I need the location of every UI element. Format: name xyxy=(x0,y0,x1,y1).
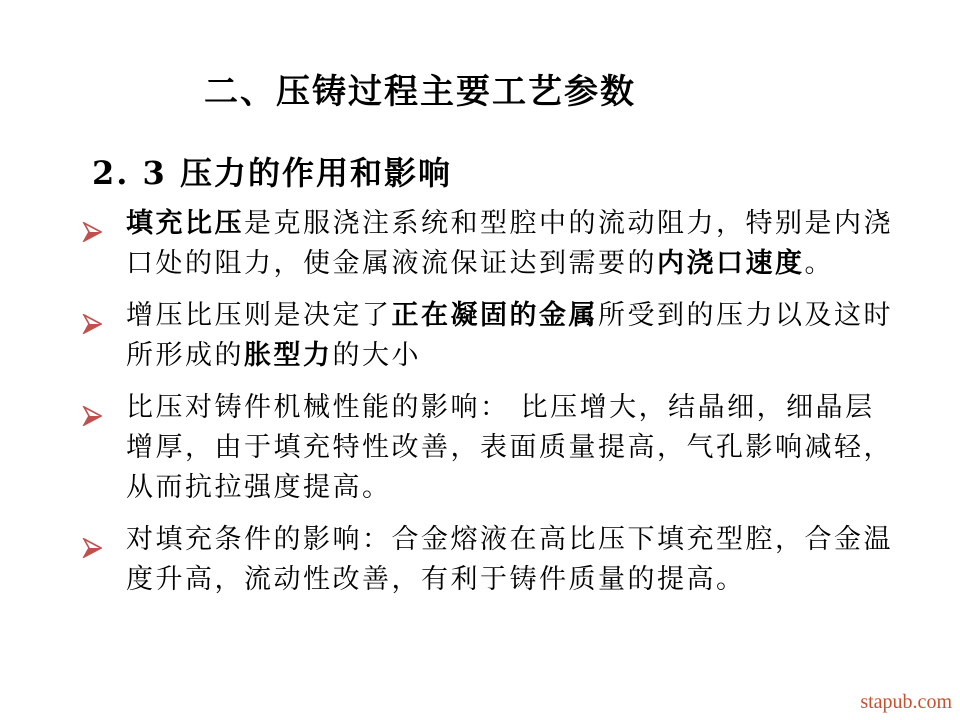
bullet-text xyxy=(126,392,893,503)
bullet-text xyxy=(126,524,893,595)
arrowhead-bullet-icon xyxy=(82,530,102,550)
bullet-segment: 内浇口速度 xyxy=(657,248,805,279)
slide-title: 二、压铸过程主要工艺参数 xyxy=(204,72,636,112)
bullet-segment: 所受到的压力以及这时所形成的 xyxy=(126,300,893,371)
arrowhead-bullet-icon xyxy=(82,306,102,326)
bullet-segment: 填充比压 xyxy=(126,208,244,239)
bullet-item xyxy=(80,204,896,284)
bullet-list xyxy=(80,204,896,612)
bullet-segment: 的大小 xyxy=(332,340,421,371)
bullet-item xyxy=(80,296,896,376)
watermark: stapub.com xyxy=(860,691,952,713)
bullet-segment: 对填充条件的影响：合金熔液在高比压下填充型腔，合金温度升高，流动性改善，有利于铸件质量的提高。 xyxy=(126,524,893,595)
section-heading: 2. 3 压力的作用和影响 xyxy=(92,154,452,192)
bullet-item xyxy=(80,388,896,508)
bullet-segment: 胀型力 xyxy=(244,340,333,371)
bullet-segment: 。 xyxy=(804,248,834,279)
bullet-text xyxy=(126,300,893,371)
bullet-segment: 正在凝固的金属 xyxy=(391,300,598,331)
bullet-text xyxy=(126,208,893,279)
arrowhead-bullet-icon xyxy=(82,214,102,234)
arrowhead-bullet-icon xyxy=(82,398,102,418)
bullet-segment: 比压对铸件机械性能的影响： 比压增大，结晶细，细晶层增厚，由于填充特性改善，表面质量提高，气孔影响减轻，从而抗拉强度提高。 xyxy=(126,392,893,503)
bullet-segment: 是克服浇注系统和型腔中的流动阻力，特别是内浇口处的阻力，使金属液流保证达到需要的 xyxy=(126,208,893,279)
bullet-item xyxy=(80,520,896,600)
bullet-segment: 增压比压则是决定了 xyxy=(126,300,392,331)
